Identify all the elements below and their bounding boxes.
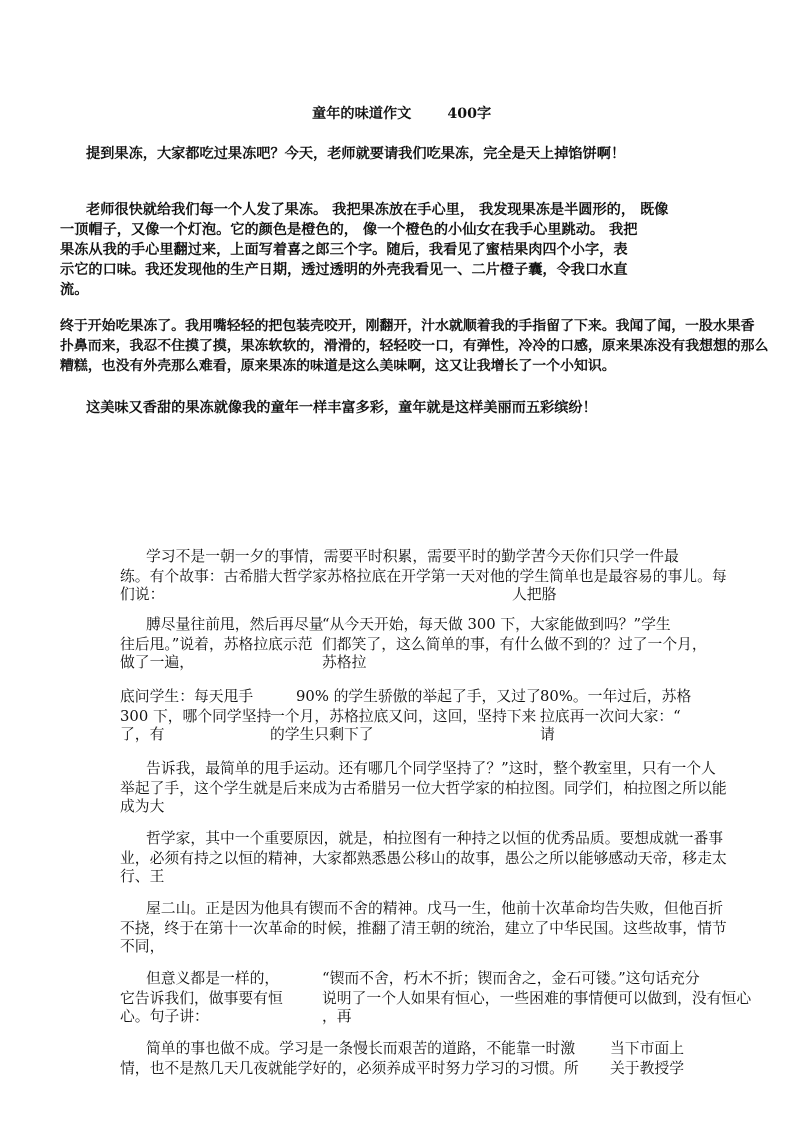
e2-p5-line-1: 哲学家，其中一个重要原因，就是，柏拉图有一种持之以恒的优秀品质。要想成就一番事 bbox=[146, 830, 724, 847]
e2-p8-line-1b: 当下市面上 bbox=[610, 1040, 684, 1057]
e2-p1-line-1a: 学习不是一朝一夕的事情，需要平时积累，需要平时的勤学苦 bbox=[146, 548, 546, 565]
e2-p3-line-2a: 300 下，哪个同学坚持 bbox=[120, 708, 272, 725]
intro-line: 提到果冻，大家都吃过果冻吧？今天，老师就要请我们吃果冻，完全是天上掉馅饼啊！ bbox=[86, 146, 626, 162]
e2-p3-line-3c: 请 bbox=[540, 726, 555, 743]
e2-p2-line-1a: 膊尽量往前甩，然后再尽量 bbox=[146, 616, 324, 633]
e2-p7-line-3b: ，再 bbox=[322, 1008, 352, 1025]
e2-p2-line-3a: 做了一遍， bbox=[120, 654, 194, 671]
e2-p7-line-2b: 说明了一个人如果有恒心，一些困难的事情便可以做到，没有恒心 bbox=[322, 990, 752, 1007]
essay-title-text: 童年的味道作文 bbox=[312, 106, 412, 122]
para2-line-3: 糟糕，也没有外壳那么难看，原来果冻的味道是这么美味啊，这又让我增长了一个小知识。 bbox=[60, 358, 616, 374]
para1-line-3: 果冻从我的手心里翻过来，上面写着喜之郎三个字。随后，我看见了蜜桔果肉四个小字，表 bbox=[60, 242, 628, 258]
e2-p5-line-2: 业，必须有持之以恒的精神，大家都熟悉愚公移山的故事，愚公之所以能够感动天帝，移走太 bbox=[120, 850, 727, 867]
e2-p3-line-3b: 的学生只剩下了 bbox=[270, 726, 374, 743]
e2-p1-line-1b: “今天你们只学一件最 bbox=[538, 548, 679, 565]
e2-p2-line-1b: “从今天开始，每天做 300 下，大家能做到吗？”学生 bbox=[322, 616, 671, 633]
e2-p8-line-2b: 关于教授学 bbox=[610, 1060, 684, 1077]
para2-line-1: 终于开始吃果冻了。我用嘴轻轻的把包装壳咬开，刚翻开，汁水就顺着我的手指留了下来。我闻了闻，一股水果香 bbox=[60, 318, 755, 334]
e2-p6-line-2: 不挠，终于在第十一次革命的时候，推翻了清王朝的统治，建立了中华民国。这些故事，情节 bbox=[120, 920, 727, 937]
e2-p7-line-2a: 它告诉我们，做事要有恒 bbox=[120, 990, 283, 1007]
para1-line-1: 老师很快就给我们每一个人发了果冻。 我把果冻放在手心里， 我发现果冻是半圆形的， 既像 bbox=[86, 202, 669, 218]
e2-p3-line-2c: 拉底再一次问大家：“ bbox=[540, 708, 681, 725]
e2-p4-line-2: 举起了手，这个学生就是后来成为古希腊另一位大哲学家的柏拉图。同学们，柏拉图之所以能 bbox=[120, 780, 727, 797]
e2-p2-line-3b: 苏格拉 bbox=[322, 654, 367, 671]
para1-line-5: 流。 bbox=[60, 282, 89, 298]
e2-p3-line-1c: 80%。一年过后，苏格 bbox=[540, 688, 692, 705]
e2-p1-line-2: 练。有个故事：古希腊大哲学家苏格拉底在开学第一天对他的学生简单也是最容易的事儿。每 bbox=[120, 568, 727, 585]
e2-p7-line-1b: “锲而不舍，朽木不折；锲而舍之，金石可镂。”这句话充分 bbox=[322, 970, 700, 987]
e2-p2-line-2a: 往后甩。”说着，苏格拉底示范 bbox=[120, 636, 313, 653]
para1-line-4: 示它的口味。我还发现他的生产日期，透过透明的外壳我看见一、二片橙子囊，令我口水直 bbox=[60, 262, 628, 278]
para2-line-2: 扑鼻而来，我忍不住摸了摸，果冻软软的，滑滑的，轻轻咬一口，有弹性，冷冷的口感，原来果冻没有我想想的那么 bbox=[60, 338, 769, 354]
e2-p4-line-3: 成为大 bbox=[120, 798, 165, 815]
para1-line-2: 一顶帽子，又像一个灯泡。它的颜色是橙色的， 像一个橙色的小仙女在我手心里跳动。 我把 bbox=[60, 222, 638, 238]
essay-title bbox=[312, 104, 491, 124]
e2-p6-line-1: 屋二山。正是因为他具有锲而不舍的精神。戊马一生，他前十次革命均告失败，但他百折 bbox=[146, 900, 724, 917]
e2-p8-line-1a: 简单的事也做不成。学习是一条慢长而艰苦的道路，不能靠一时激 bbox=[146, 1040, 576, 1057]
e2-p1-line-3a: 们说： bbox=[120, 586, 165, 603]
e2-p5-line-3: 行、王 bbox=[120, 868, 165, 885]
e2-p3-line-1b: 90% 的学生骄傲的举起了手，又过了 bbox=[296, 688, 541, 705]
e2-p1-line-3b: 人把胳 bbox=[512, 586, 557, 603]
e2-p3-line-3a: 了，有 bbox=[120, 726, 165, 743]
e2-p3-line-2b: 一个月，苏格拉底又问，这回，坚持下来 bbox=[270, 708, 537, 725]
para3-line: 这美味又香甜的果冻就像我的童年一样丰富多彩，童年就是这样美丽而五彩缤纷！ bbox=[86, 400, 597, 416]
essay-title-count: 400字 bbox=[447, 106, 492, 122]
e2-p3-line-1a: 底问学生：每天甩手 bbox=[120, 688, 254, 705]
e2-p6-line-3: 不同， bbox=[120, 938, 165, 955]
e2-p2-line-2b: 们都笑了，这么简单的事，有什么做不到的？过了一个月， bbox=[322, 636, 707, 653]
e2-p8-line-2a: 情，也不是熬几天几夜就能学好的，必须养成平时努力学习的习惯。所 bbox=[120, 1060, 579, 1077]
e2-p4-line-1: 告诉我，最简单的甩手运动。还有哪几个同学坚持了？”这时，整个教室里，只有一个人 bbox=[146, 760, 716, 777]
e2-p7-line-3a: 心。句子讲： bbox=[120, 1008, 209, 1025]
e2-p7-line-1a: 但意义都是一样的， bbox=[146, 970, 280, 987]
